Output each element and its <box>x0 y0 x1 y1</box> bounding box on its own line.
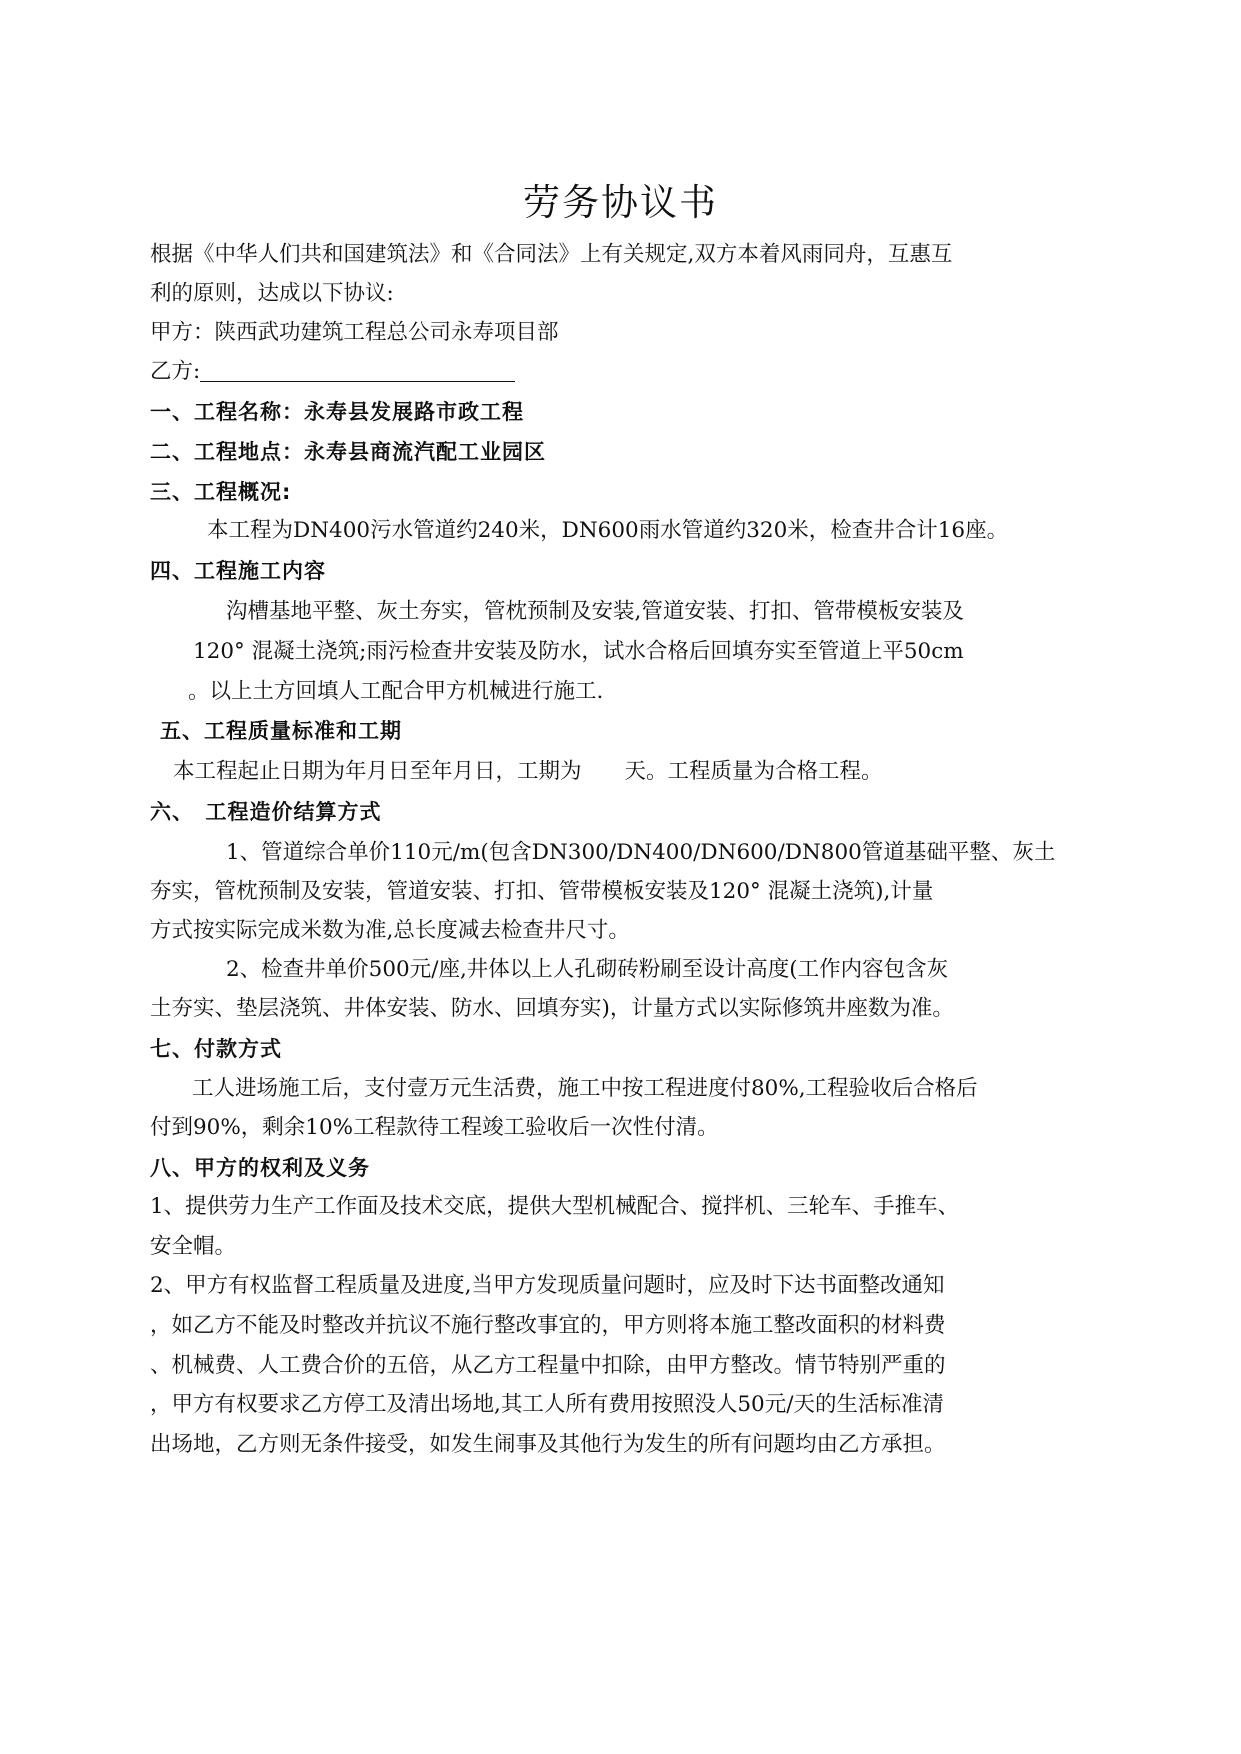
section-6-heading: 六、 工程造价结算方式 <box>150 800 382 824</box>
section-6-line-5: 土夯实、垫层浇筑、井体安装、防水、回填夯实)，计量方式以实际修筑井座数为准。 <box>150 996 954 1021</box>
party-a: 甲方：陕西武功建筑工程总公司永寿项目部 <box>150 320 559 345</box>
section-6-line-2: 夯实，管枕预制及安装，管道安装、打扣、管带模板安装及120° 混凝土浇筑),计量 <box>150 879 934 904</box>
section-7-line-2: 付到90%，剩余10%工程款待工程竣工验收后一次性付清。 <box>150 1115 719 1140</box>
section-8-line-2: 安全帽。 <box>150 1234 237 1259</box>
section-3-heading: 三、工程概况: <box>150 480 292 504</box>
party-b-label: 乙方: <box>150 359 201 384</box>
section-8-line-5: 、机械费、人工费合价的五倍，从乙方工程量中扣除，由甲方整改。情节特别严重的 <box>150 1353 946 1378</box>
section-5-heading: 五、工程质量标准和工期 <box>160 719 402 743</box>
section-4-line-3: 。以上土方回填人工配合甲方机械进行施工. <box>188 679 604 704</box>
section-8-line-3: 2、甲方有权监督工程质量及进度,当甲方发现质量问题时，应及时下达书面整改通知 <box>150 1273 945 1298</box>
section-7-line-1: 工人进场施工后，支付壹万元生活费，施工中按工程进度付80%,工程验收后合格后 <box>192 1076 978 1101</box>
section-1-heading: 一、工程名称：永寿县发展路市政工程 <box>150 400 524 424</box>
section-6-line-1: 1、管道综合单价110元/m(包含DN300/DN400/DN600/DN800管道基础平整、灰土 <box>226 840 1056 865</box>
section-4-line-2: 120° 混凝土浇筑;雨污检查井安装及防水，试水合格后回填夯实至管道上平50cm <box>193 639 964 664</box>
intro-line-2: 利的原则，达成以下协议: <box>150 281 394 306</box>
section-8-line-6: ，甲方有权要求乙方停工及清出场地,其工人所有费用按照没人50元/天的生活标准清 <box>150 1392 944 1417</box>
section-8-line-7: 出场地，乙方则无条件接受，如发生闹事及其他行为发生的所有问题均由乙方承担。 <box>150 1432 946 1457</box>
section-4-line-1: 沟槽基地平整、灰土夯实，管枕预制及安装,管道安装、打扣、管带模板安装及 <box>226 599 964 624</box>
section-3-body: 本工程为DN400污水管道约240米，DN600雨水管道约320米，检查井合计16座。 <box>207 518 1009 543</box>
intro-line-1: 根据《中华人们共和国建筑法》和《合同法》上有关规定,双方本着风雨同舟，互惠互 <box>150 242 953 267</box>
document-title: 劳务协议书 <box>523 181 718 224</box>
party-b-blank-line <box>200 359 515 382</box>
section-8-line-1: 1、提供劳力生产工作面及技术交底，提供大型机械配合、搅拌机、三轮车、手推车、 <box>150 1194 960 1219</box>
section-4-heading: 四、工程施工内容 <box>150 559 326 583</box>
party-b <box>150 357 515 387</box>
section-6-line-3: 方式按实际完成米数为准,总长度减去检查井尺寸。 <box>150 918 630 943</box>
section-5-body: 本工程起止日期为年月日至年月日，工期为 天。工程质量为合格工程。 <box>173 759 883 784</box>
section-6-line-4: 2、检查井单价500元/座,井体以上人孔砌砖粉刷至设计高度(工作内容包含灰 <box>226 957 949 982</box>
section-8-heading: 八、甲方的权利及义务 <box>150 1156 370 1180</box>
section-2-heading: 二、工程地点：永寿县商流汽配工业园区 <box>150 440 546 464</box>
section-7-heading: 七、付款方式 <box>150 1037 282 1061</box>
section-8-line-4: ，如乙方不能及时整改并抗议不施行整改事宜的，甲方则将本施工整改面积的材料费 <box>150 1313 946 1338</box>
